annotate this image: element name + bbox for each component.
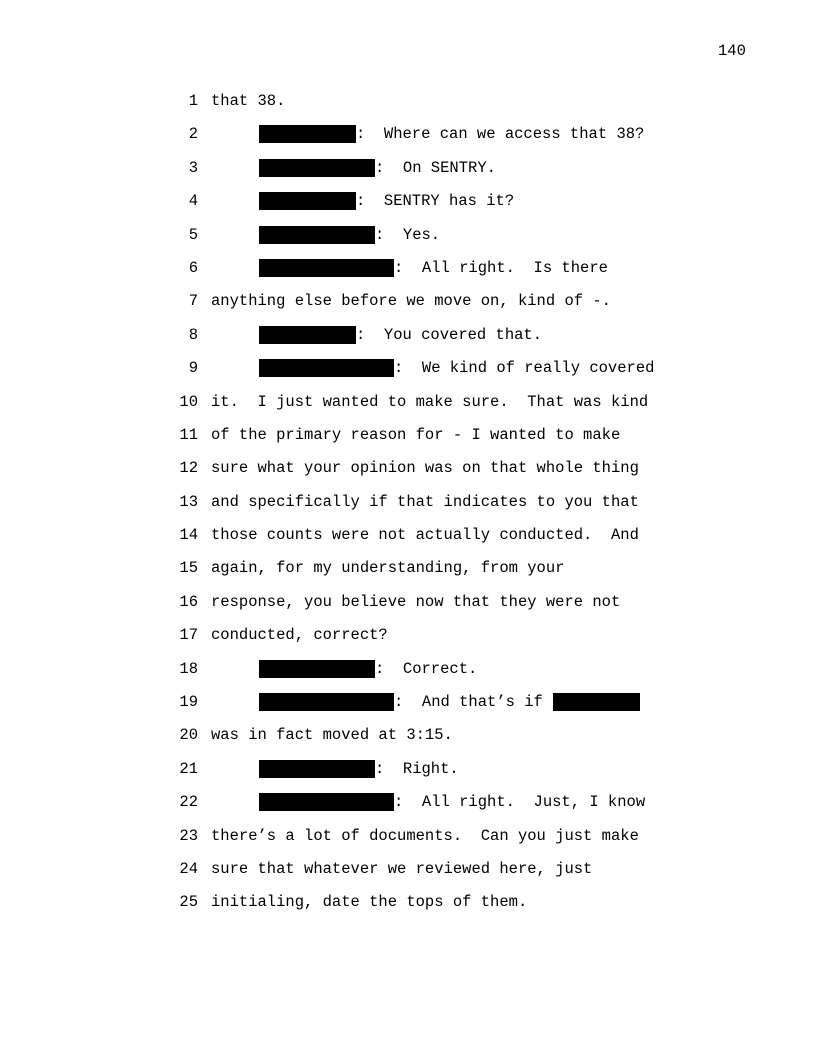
line-number: 19 <box>179 693 198 712</box>
line-number: 12 <box>179 459 198 478</box>
line-text: and specifically if that indicates to you that <box>211 492 639 511</box>
speaker-line <box>259 159 496 177</box>
line-text: it. I just wanted to make sure. That was kind <box>211 392 649 411</box>
line-text: : You covered that. <box>356 325 543 344</box>
line-number: 2 <box>188 125 198 144</box>
redacted-speaker-name <box>259 693 394 711</box>
line-number: 3 <box>188 158 198 177</box>
line-text: : All right. Just, I know <box>394 793 646 812</box>
line-number: 20 <box>179 726 198 745</box>
transcript-line <box>0 493 816 526</box>
line-text: response, you believe now that they were not <box>211 592 621 611</box>
transcript-line <box>0 559 816 592</box>
line-number: 13 <box>179 492 198 511</box>
line-text: sure what your opinion was on that whole thing <box>211 459 639 478</box>
line-number: 11 <box>179 425 198 444</box>
speaker-line <box>259 259 608 277</box>
transcript-line <box>0 726 816 759</box>
transcript-line <box>0 192 816 225</box>
transcript-body <box>0 92 816 927</box>
speaker-line <box>259 660 477 678</box>
transcript-line <box>0 827 816 860</box>
speaker-line <box>259 326 542 344</box>
redacted-speaker-name <box>259 192 356 210</box>
transcript-line <box>0 359 816 392</box>
redacted-speaker-name <box>259 125 356 143</box>
line-number: 14 <box>179 526 198 545</box>
redacted-speaker-name <box>259 660 375 678</box>
line-text: those counts were not actually conducted. And <box>211 526 639 545</box>
line-text: : SENTRY has it? <box>356 192 515 211</box>
transcript-line <box>0 426 816 459</box>
redacted-speaker-name <box>259 259 394 277</box>
line-number: 9 <box>188 359 198 378</box>
line-number: 23 <box>179 826 198 845</box>
transcript-line <box>0 593 816 626</box>
line-text: : Correct. <box>375 659 478 678</box>
transcript-line <box>0 292 816 325</box>
transcript-line <box>0 125 816 158</box>
redacted-speaker-name <box>259 326 356 344</box>
line-number: 25 <box>179 893 198 912</box>
transcript-line <box>0 159 816 192</box>
line-number: 1 <box>188 92 198 110</box>
line-text: : Where can we access that 38? <box>356 125 645 144</box>
line-text: sure that whatever we reviewed here, just <box>211 859 593 878</box>
transcript-line <box>0 626 816 659</box>
transcript-line <box>0 526 816 559</box>
redacted-speaker-name <box>259 359 394 377</box>
line-number: 22 <box>179 793 198 812</box>
transcript-line <box>0 893 816 926</box>
line-text: conducted, correct? <box>211 626 388 645</box>
speaker-line <box>259 125 644 143</box>
speaker-line <box>259 359 654 377</box>
transcript-line <box>0 660 816 693</box>
line-number: 4 <box>188 192 198 211</box>
line-text: : All right. Is there <box>394 258 608 277</box>
line-number: 6 <box>188 258 198 277</box>
line-text: : And that’s if <box>394 693 543 712</box>
line-number: 15 <box>179 559 198 578</box>
redacted-speaker-name <box>259 793 394 811</box>
line-number: 7 <box>188 292 198 311</box>
redacted-speaker-name <box>259 760 375 778</box>
redacted-speaker-name <box>259 226 375 244</box>
line-text: of the primary reason for - I wanted to make <box>211 425 621 444</box>
transcript-line <box>0 393 816 426</box>
transcript-line <box>0 793 816 826</box>
speaker-line <box>259 793 645 811</box>
line-text: : Yes. <box>375 225 441 244</box>
page-number: 140 <box>718 42 746 60</box>
line-text: : On SENTRY. <box>375 158 496 177</box>
transcript-line <box>0 860 816 893</box>
line-number: 8 <box>188 325 198 344</box>
line-text: was in fact moved at 3:15. <box>211 726 453 745</box>
redacted-speaker-name <box>259 159 375 177</box>
transcript-line <box>0 760 816 793</box>
speaker-line <box>259 760 459 778</box>
line-text: that 38. <box>211 92 286 110</box>
line-number: 5 <box>188 225 198 244</box>
speaker-line <box>259 693 640 711</box>
line-number: 17 <box>179 626 198 645</box>
line-text: there’s a lot of documents. Can you just make <box>211 826 639 845</box>
redacted-name-inline <box>553 693 640 711</box>
speaker-line <box>259 192 514 210</box>
line-number: 21 <box>179 759 198 778</box>
line-number: 16 <box>179 592 198 611</box>
line-text: anything else before we move on, kind of -. <box>211 292 611 311</box>
line-number: 18 <box>179 659 198 678</box>
line-text: initialing, date the tops of them. <box>211 893 528 912</box>
transcript-line <box>0 259 816 292</box>
transcript-line <box>0 326 816 359</box>
transcript-line <box>0 693 816 726</box>
speaker-line <box>259 226 440 244</box>
line-text: : We kind of really covered <box>394 359 655 378</box>
line-text: again, for my understanding, from your <box>211 559 565 578</box>
transcript-line <box>0 92 816 125</box>
line-number: 10 <box>179 392 198 411</box>
transcript-line <box>0 459 816 492</box>
line-number: 24 <box>179 859 198 878</box>
transcript-line <box>0 226 816 259</box>
line-text: : Right. <box>375 759 459 778</box>
